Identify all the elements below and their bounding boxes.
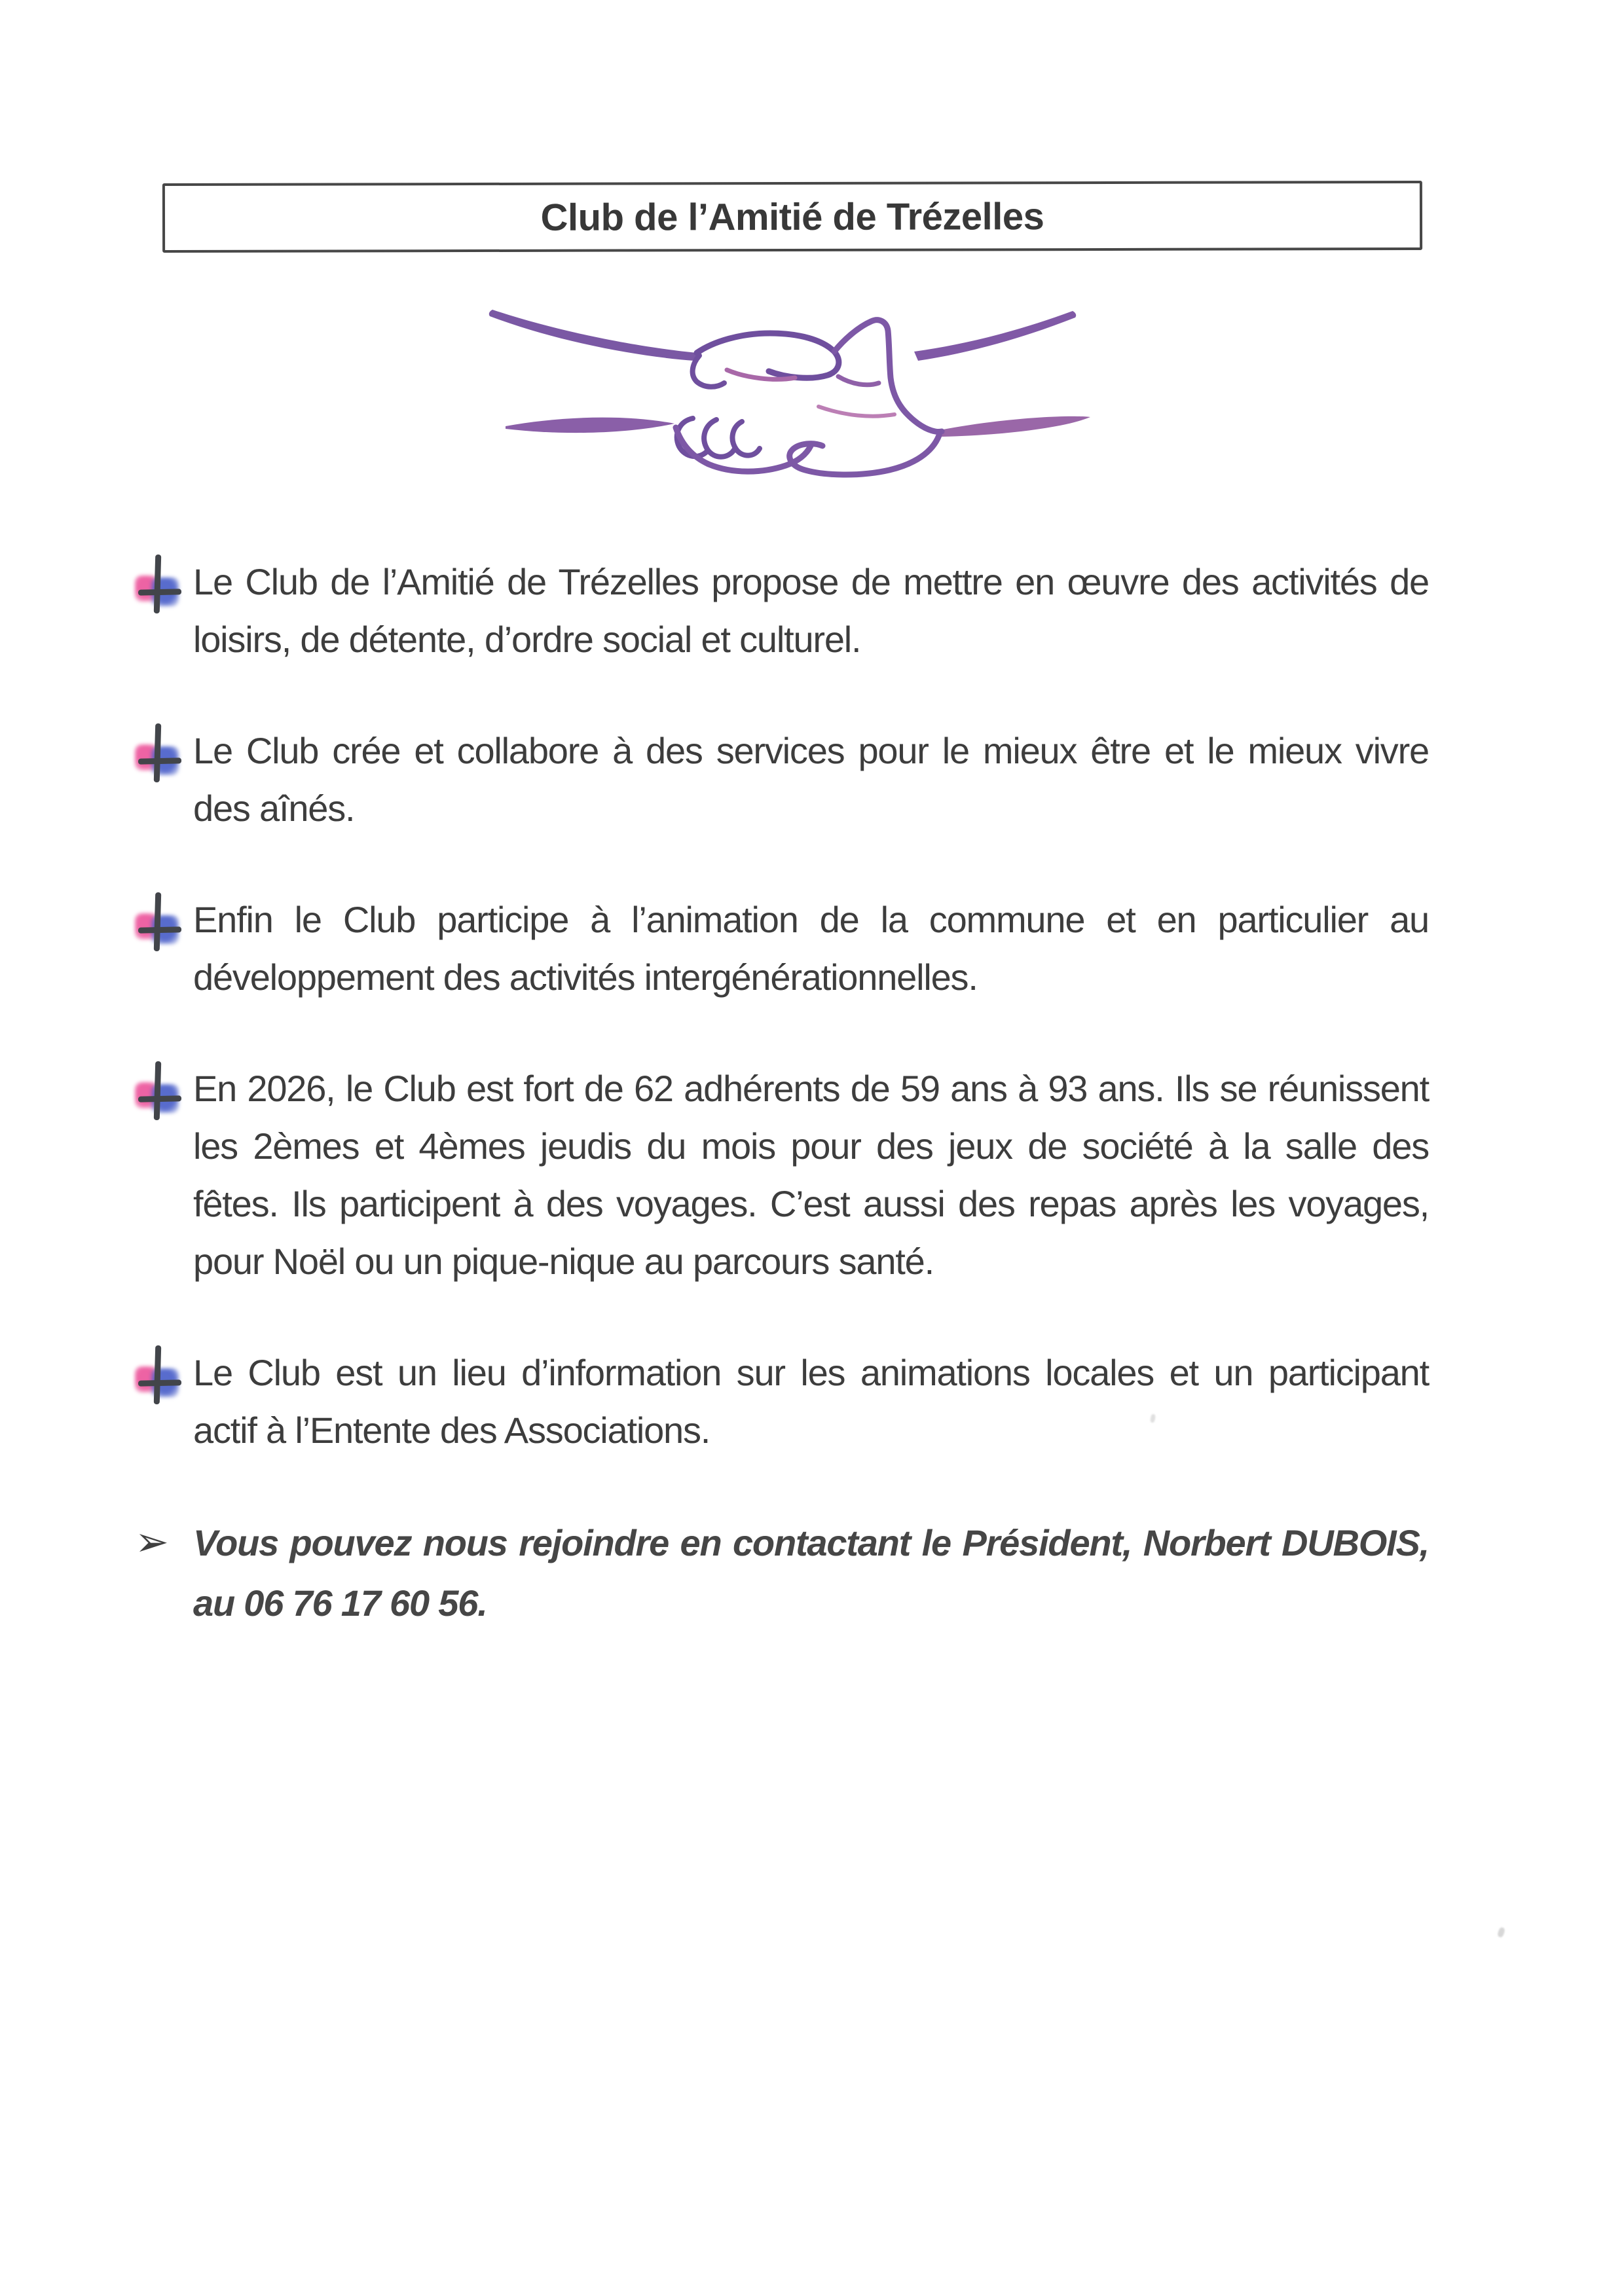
list-item	[131, 1060, 1429, 1290]
contact-item	[131, 1513, 1429, 1633]
scan-speck	[1497, 1927, 1505, 1938]
arrow-bullet-icon: ➢	[135, 1518, 169, 1565]
bullet-text: Le Club crée et collabore à des services pour le mieux être et le mieux vivre des aînés.	[193, 730, 1429, 829]
bullet-text: Le Club de l’Amitié de Trézelles propose de mettre en œuvre des activités de loisirs, de détente, d’ordre social et culturel.	[193, 561, 1429, 660]
bullet-text: Enfin le Club participe à l’animation de la commune et en particulier au développement des activités intergénérationnelles.	[193, 899, 1429, 998]
contact-text: Vous pouvez nous rejoindre en contactant le Président, Norbert DUBOIS, au 06 76 17 60 56.	[193, 1522, 1429, 1624]
page-title: Club de l’Amitié de Trézelles	[540, 194, 1044, 239]
bullet-list	[131, 553, 1429, 1687]
title-box	[162, 181, 1422, 253]
list-item	[131, 553, 1429, 668]
bullet-text: En 2026, le Club est fort de 62 adhérents de 59 ans à 93 ans. Ils se réunissent les 2èmes et 4èmes jeudis du mois pour des jeux de société à la salle des fêtes. Ils participent à des voyages. C’est aussi des repas après les voyages, pour Noël ou un pique-nique au parcours santé.	[193, 1068, 1429, 1282]
bullet-text: Le Club est un lieu d’information sur les animations locales et un participant actif à l’Entente des Associations.	[193, 1352, 1429, 1451]
handshake-illustration	[452, 278, 1179, 488]
list-item	[131, 722, 1429, 837]
list-item	[131, 1344, 1429, 1459]
list-item	[131, 891, 1429, 1006]
handshake-drawing	[452, 278, 1179, 488]
